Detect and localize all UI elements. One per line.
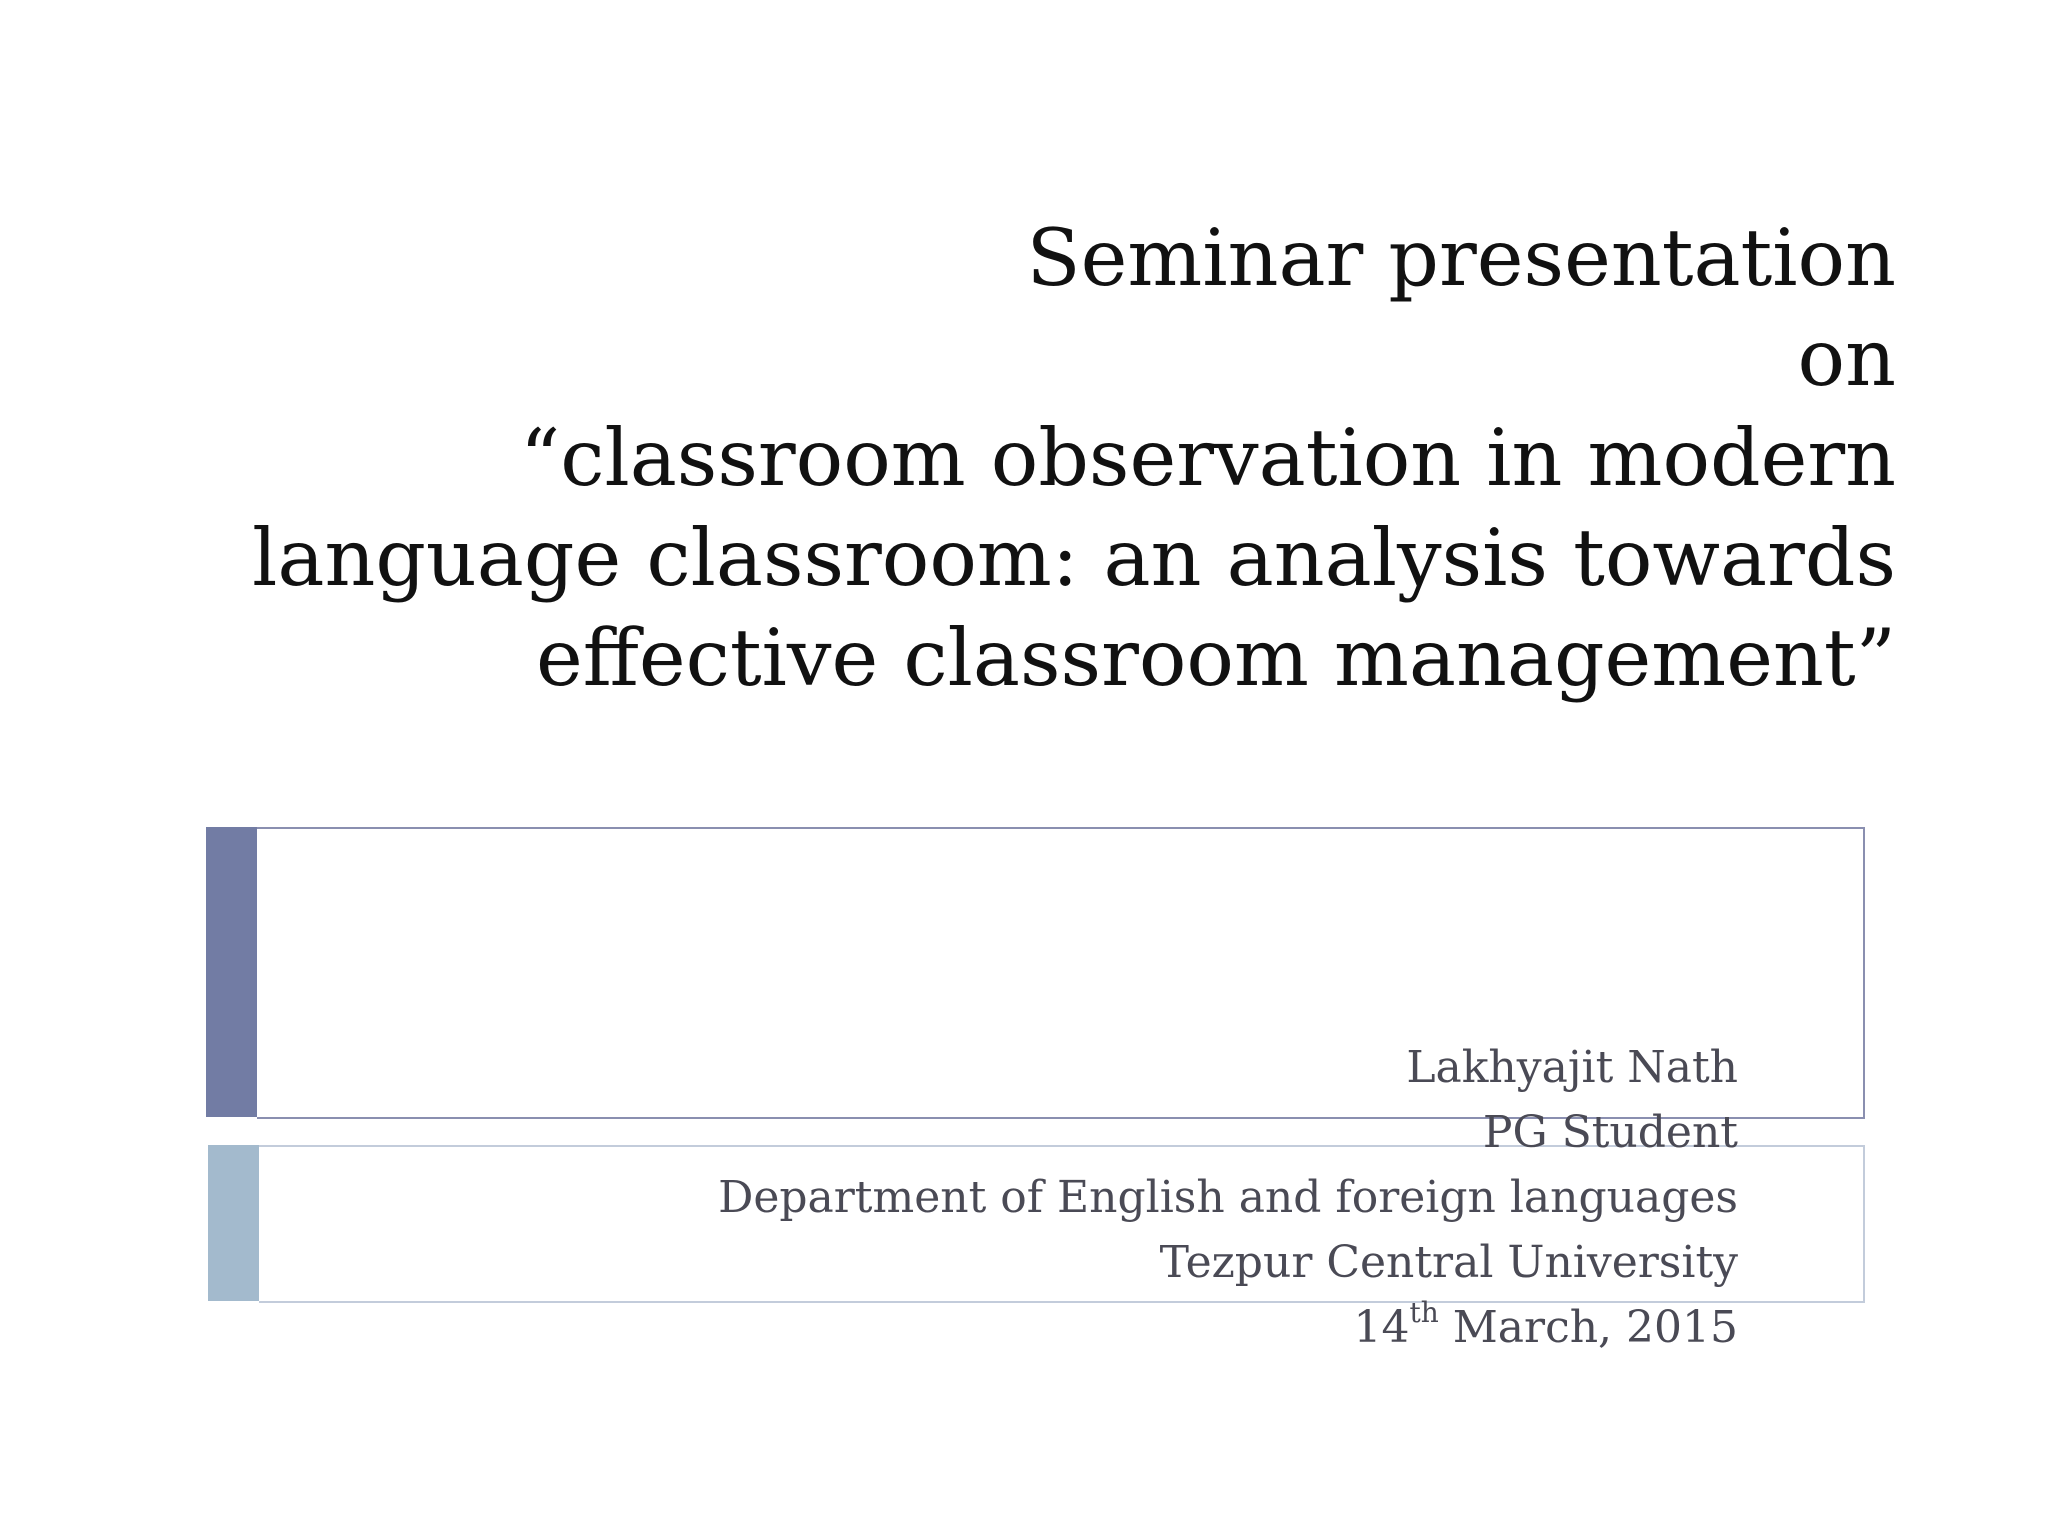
date-suffix: th [1409, 1296, 1439, 1330]
title-line-3: “classroom observation in modern [519, 412, 1896, 504]
accent-bar-light [208, 1145, 259, 1301]
title-line-2: on [1797, 312, 1896, 404]
title-line-5: effective classroom management” [536, 612, 1896, 704]
author-department: Department of English and foreign languages [718, 1172, 1738, 1223]
accent-bar-dark [206, 827, 257, 1117]
date-rest: March, 2015 [1438, 1302, 1738, 1353]
title-line-1: Seminar presentation [1026, 212, 1896, 304]
author-name: Lakhyajit Nath [1406, 1042, 1738, 1093]
date-day: 14 [1353, 1302, 1410, 1353]
author-block [338, 1035, 1738, 1360]
author-role: PG Student [1482, 1107, 1738, 1158]
title-line-4: language classroom: an analysis towards [252, 512, 1896, 604]
presentation-date [338, 1295, 1738, 1360]
slide-title [96, 208, 1896, 708]
author-university: Tezpur Central University [1159, 1237, 1738, 1288]
